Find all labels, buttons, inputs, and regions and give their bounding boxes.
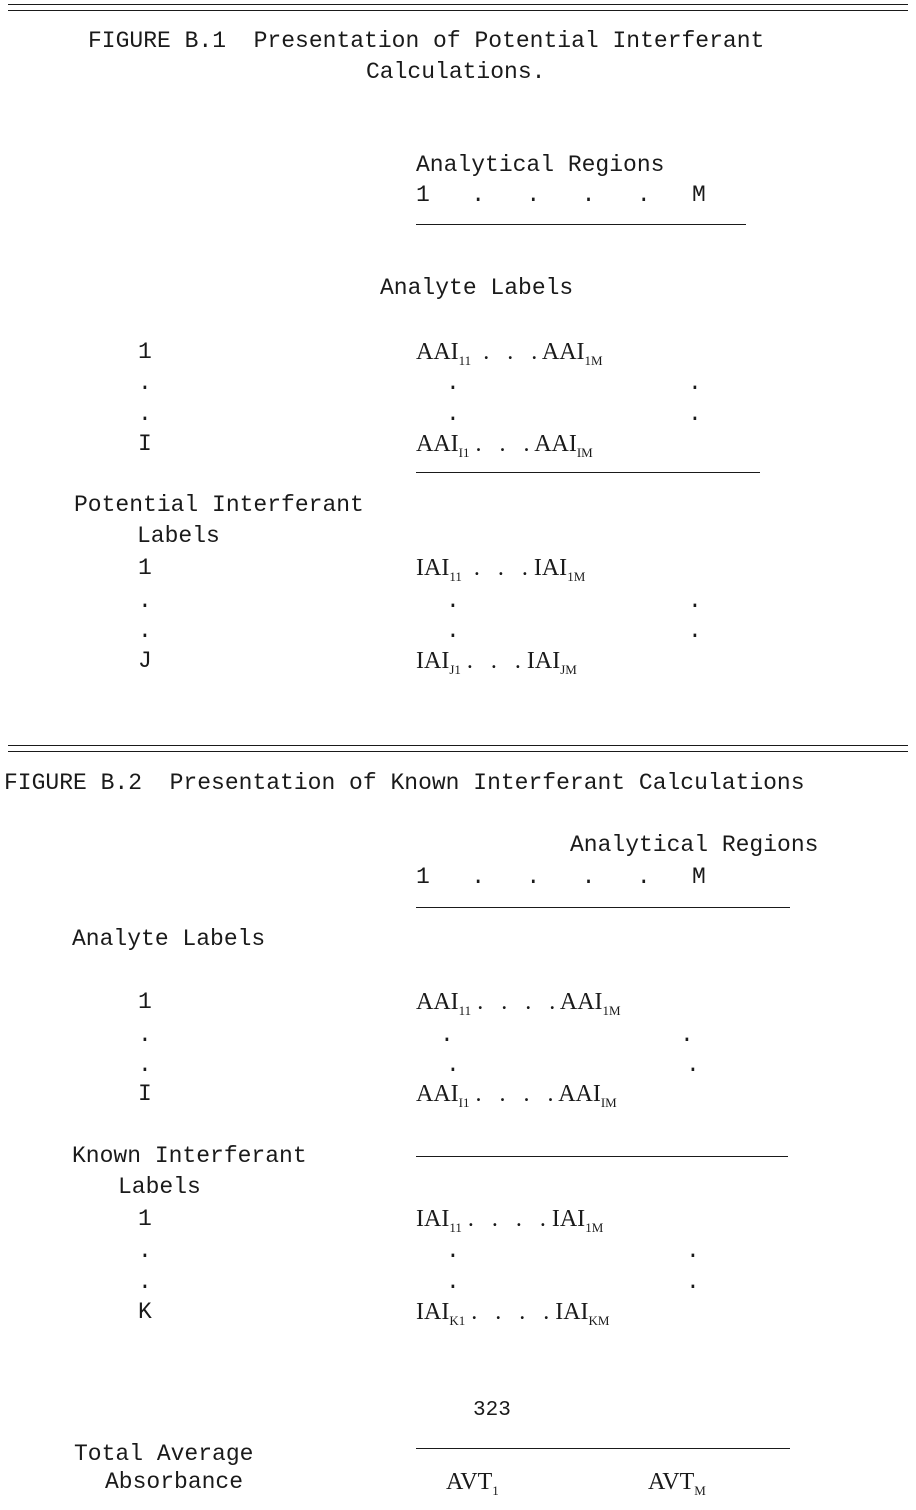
fig2-analyte-label-1: 1 bbox=[138, 989, 152, 1015]
fig1-interferant-dot-right-1: . bbox=[688, 588, 702, 614]
fig1-interferant-row-1: $IAI_{11}$ . . . $IAI_{1M}$ bbox=[416, 555, 586, 584]
fig1-analyte-heading: Analyte Labels bbox=[380, 275, 574, 301]
fig2-regions-rule bbox=[416, 907, 790, 908]
fig2-interferant-label-K: K bbox=[138, 1299, 152, 1325]
fig2-analyte-label-dot-1: . bbox=[138, 1022, 152, 1048]
fig2-analyte-dot-right-2: . bbox=[686, 1052, 700, 1078]
fig1-analyte-dot-left-1: . bbox=[446, 370, 460, 396]
fig1-interferant-dot-left-2: . bbox=[446, 618, 460, 644]
fig2-interferant-label-dot-2: . bbox=[138, 1269, 152, 1295]
fig2-interferant-row-1: $IAI_{11}$ . . . . $IAI_{1M}$ bbox=[416, 1206, 604, 1235]
fig2-analyte-dot-left-1: . bbox=[440, 1022, 454, 1048]
fig1-title-line1: FIGURE B.1 Presentation of Potential Interferant bbox=[88, 28, 765, 54]
fig2-interferant-dot-left-2: . bbox=[446, 1269, 460, 1295]
fig2-analyte-dot-right-1: . bbox=[680, 1022, 694, 1048]
page-number: 323 bbox=[473, 1399, 511, 1422]
fig1-analyte-dot-right-1: . bbox=[688, 370, 702, 396]
fig1-analyte-dot-right-2: . bbox=[688, 401, 702, 427]
fig1-analyte-dot-left-2: . bbox=[446, 401, 460, 427]
fig2-analyte-dot-left-2: . bbox=[446, 1052, 460, 1078]
fig2-analyte-heading: Analyte Labels bbox=[72, 926, 266, 952]
fig2-regions-range: 1 . . . . M bbox=[416, 864, 706, 890]
fig1-analyte-row-I: $AAI_{I1}$ . . . $AAI_{IM}$ bbox=[416, 431, 593, 460]
fig1-interferant-label-J: J bbox=[138, 648, 152, 674]
fig1-interferant-dot-left-1: . bbox=[446, 588, 460, 614]
fig1-analyte-label-1: 1 bbox=[138, 339, 152, 365]
fig2-interferant-label-1: 1 bbox=[138, 1206, 152, 1232]
mid-rule-2 bbox=[8, 751, 908, 752]
fig1-title-line2: Calculations. bbox=[366, 59, 546, 85]
fig2-total-heading-2: Absorbance bbox=[105, 1469, 244, 1495]
avt-last: $AVT_M$ bbox=[648, 1469, 706, 1498]
fig1-analyte-label-dot-2: . bbox=[138, 401, 152, 427]
fig2-analyte-row-I: $AAI_{I1}$ . . . . $AAI_{IM}$ bbox=[416, 1081, 617, 1110]
fig2-interferant-row-K: $IAI_{K1}$ . . . . $IAI_{KM}$ bbox=[416, 1299, 610, 1328]
fig1-interferant-label-dot-1: . bbox=[138, 588, 152, 614]
fig2-interferant-dot-right-2: . bbox=[686, 1269, 700, 1295]
fig2-interferant-label-dot-1: . bbox=[138, 1238, 152, 1264]
fig2-analyte-row-1: $AAI_{11}$ . . . . $AAI_{1M}$ bbox=[416, 989, 621, 1018]
fig2-interferant-heading-2: Labels bbox=[118, 1174, 201, 1200]
mid-rule-1 bbox=[8, 745, 908, 746]
fig2-title: FIGURE B.2 Presentation of Known Interferant Calculations bbox=[4, 770, 805, 796]
fig1-regions-heading: Analytical Regions bbox=[416, 152, 665, 178]
fig1-interferant-label-dot-2: . bbox=[138, 618, 152, 644]
fig1-analyte-row-1: $AAI_{11}$ . . . $AAI_{1M}$ bbox=[416, 339, 603, 368]
fig2-total-heading-1: Total Average bbox=[74, 1441, 254, 1467]
fig2-interferant-dot-left-1: . bbox=[446, 1238, 460, 1264]
fig1-analyte-label-dot-1: . bbox=[138, 370, 152, 396]
fig2-regions-heading: Analytical Regions bbox=[570, 832, 819, 858]
fig1-interferant-dot-right-2: . bbox=[688, 618, 702, 644]
fig2-total-rule bbox=[416, 1448, 790, 1449]
top-rule-1 bbox=[8, 4, 908, 5]
fig1-interferant-heading-2: Labels bbox=[137, 523, 220, 549]
avt-first: $AVT_1$ bbox=[446, 1469, 499, 1498]
top-rule-2 bbox=[8, 10, 908, 11]
fig1-interferant-label-1: 1 bbox=[138, 555, 152, 581]
fig2-analyte-label-dot-2: . bbox=[138, 1052, 152, 1078]
fig1-analyte-rule bbox=[416, 472, 760, 473]
fig2-interferant-heading-1: Known Interferant bbox=[72, 1143, 307, 1169]
fig1-interferant-row-J: $IAI_{J1}$ . . . $IAI_{JM}$ bbox=[416, 648, 577, 677]
fig1-regions-rule bbox=[416, 224, 746, 225]
fig2-interferant-dot-right-1: . bbox=[686, 1238, 700, 1264]
fig2-analyte-rule bbox=[416, 1156, 788, 1157]
fig1-regions-range: 1 . . . . M bbox=[416, 182, 706, 208]
fig1-analyte-label-I: I bbox=[138, 431, 152, 457]
fig2-analyte-label-I: I bbox=[138, 1081, 152, 1107]
fig1-interferant-heading-1: Potential Interferant bbox=[74, 492, 364, 518]
